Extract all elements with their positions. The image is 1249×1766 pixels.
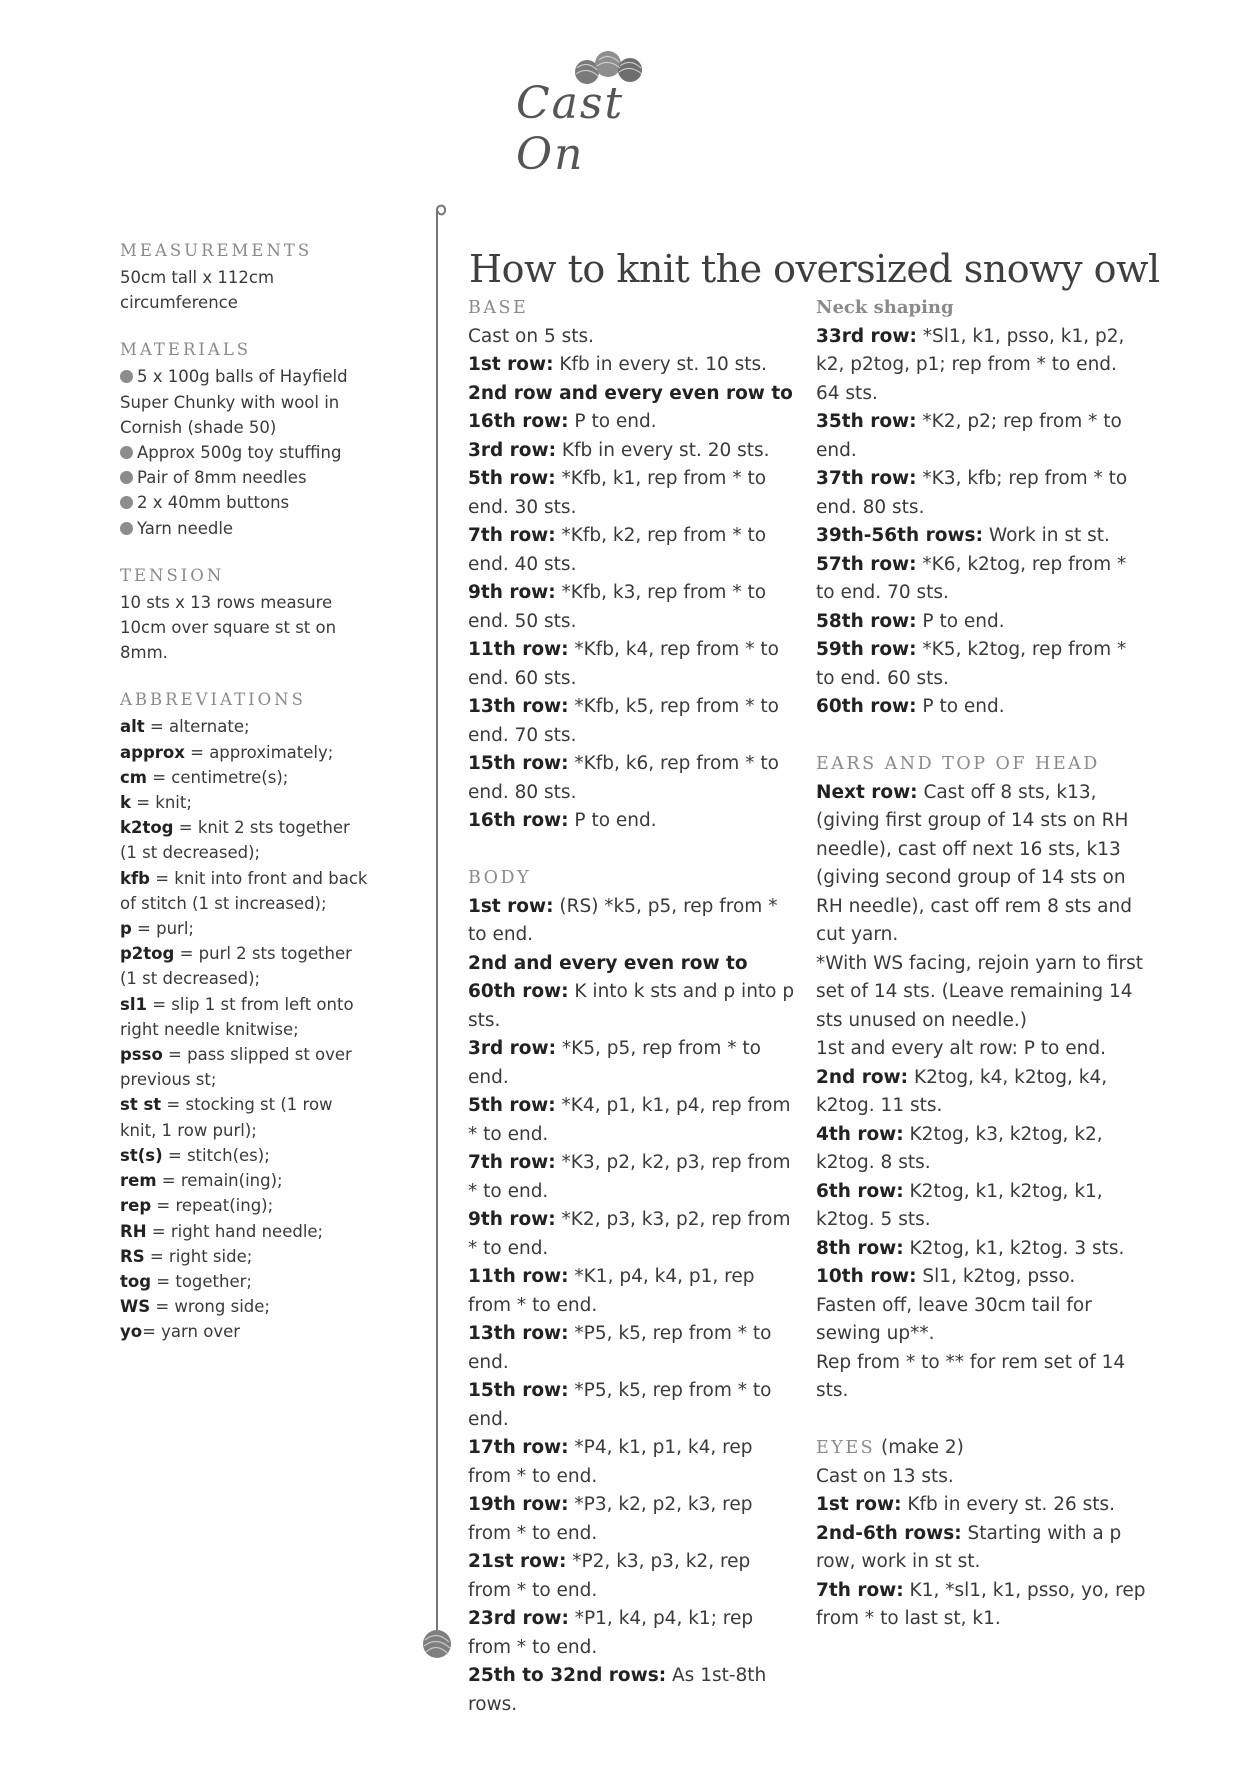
list-item: k2tog = knit 2 sts together (1 st decreased); [120,818,350,863]
ears-row: 2nd row: K2tog, k4, k2tog, k4, k2tog. 11 sts. [816,1066,1108,1116]
abbreviations-section [120,687,370,1344]
ears-ws-text: *With WS facing, rejoin yarn to first set of 14 sts. (Leave remaining 14 sts unused on needle.) [816,952,1144,1031]
materials-section [120,337,370,540]
base-row: 9th row: *Kfb, k3, rep from * to end. 50 sts. [468,582,767,632]
eyes-heading: EYES [816,1438,876,1458]
list-item: 2 x 40mm buttons [120,490,370,515]
list-item: k = knit; [120,793,192,813]
body-row: 9th row: *K2, p3, k3, p2, rep from * to end. [468,1209,791,1259]
base-row: 16th row: P to end. [468,810,657,831]
list-item: st(s) = stitch(es); [120,1145,270,1165]
materials-heading: MATERIALS [120,340,252,360]
eyes-row: 1st row: Kfb in every st. 26 sts. [816,1494,1116,1515]
list-item: rem = remain(ing); [120,1171,283,1191]
vertical-divider [436,212,438,1644]
list-item: RH = right hand needle; [120,1221,324,1241]
neck-row: 39th-56th rows: Work in st st. [816,525,1110,546]
list-item: kfb = knit into front and back of stitch (1 st increased); [120,868,368,913]
eyes-row: 7th row: K1, *sl1, k1, psso, yo, rep from * to last st, k1. [816,1579,1146,1629]
eyes-cast-on: Cast on 13 sts. [816,1465,954,1487]
logo-text: Cast On [516,78,625,180]
list-item: 5 x 100g balls of Hayfield Super Chunky with wool in Cornish (shade 50) [120,367,348,437]
list-item: WS = wrong side; [120,1297,270,1317]
abbreviations-list [120,714,370,1344]
ears-rep-text: Rep from * to ** for rem set of 14 sts. [816,1351,1126,1401]
tension-text: 10 sts x 13 rows measure 10cm over square st st on 8mm. [120,592,337,663]
list-item: Pair of 8mm needles [120,465,370,490]
base-row: 5th row: *Kfb, k1, rep from * to end. 30 sts. [468,468,767,518]
body-heading: BODY [468,868,532,888]
needle-loop-icon [428,202,448,224]
ears-row: 10th row: Sl1, k2tog, psso. [816,1266,1076,1287]
neck-row: 58th row: P to end. [816,610,1005,632]
list-item: p2tog = purl 2 sts together (1 st decreased); [120,944,352,989]
list-item: rep = repeat(ing); [120,1196,274,1216]
list-item: RS = right side; [120,1246,253,1266]
body-row: 7th row: *K3, p2, k2, p3, rep from * to end. [468,1152,791,1202]
body-row: 3rd row: *K5, p5, rep from * to end. [468,1038,761,1088]
list-item: alt = alternate; [120,717,250,737]
measurements-text: 50cm tall x 112cm circumference [120,268,275,313]
list-item: psso = pass slipped st over previous st; [120,1045,352,1090]
base-heading: BASE [468,298,529,318]
body-row: 25th to 32nd rows: As 1st-8th rows. [468,1665,767,1715]
list-item: tog = together; [120,1271,252,1291]
neck-row: 37th row: *K3, kfb; rep from * to end. 80 sts. [816,468,1128,518]
bullet-icon [120,370,133,383]
page-title: How to knit the oversized snowy owl [469,247,1160,292]
neck-row: 59th row: *K5, k2tog, rep from * to end. 60 sts. [816,639,1127,689]
body-row: 2nd and every even row to 60th row: K into k sts and p into p sts. [468,952,795,1031]
ears-alt-text: 1st and every alt row: P to end. [816,1038,1106,1059]
base-row: 15th row: *Kfb, k6, rep from * to end. 80 sts. [468,753,779,803]
measurements-heading: MEASUREMENTS [120,241,313,260]
neck-row: 33rd row: *Sl1, k1, psso, k1, p2, k2, p2tog, p1; rep from * to end. 64 sts. [816,325,1125,404]
cast-on-logo [508,48,708,180]
bullet-icon [120,522,133,535]
column-right [816,294,1146,1634]
ears-row: 6th row: K2tog, k1, k2tog, k1, k2tog. 5 sts. [816,1180,1103,1230]
list-item: approx = approximately; [120,742,334,762]
list-item: cm = centimetre(s); [120,767,289,787]
list-item: Yarn needle [120,516,370,541]
column-left [468,294,798,1719]
abbreviations-heading: ABBREVIATIONS [120,690,306,710]
list-item: Approx 500g toy stuffing [120,440,370,465]
materials-list [120,364,370,540]
ears-row: 4th row: K2tog, k3, k2tog, k2, k2tog. 8 sts. [816,1123,1103,1173]
ears-heading: EARS AND TOP OF HEAD [816,754,1100,774]
bullet-icon [120,471,133,484]
sidebar [120,238,370,1367]
body-row: 13th row: *P5, k5, rep from * to end. [468,1323,772,1373]
ears-fasten-text: Fasten off, leave 30cm tail for sewing up**. [816,1294,1092,1344]
eyes-heading-note: (make 2) [875,1437,964,1458]
base-row: 7th row: *Kfb, k2, rep from * to end. 40 sts. [468,525,767,575]
body-row: 17th row: *P4, k1, p1, k4, rep from * to end. [468,1437,753,1487]
yarn-ball-icon [421,1628,453,1660]
base-row: 1st row: Kfb in every st. 10 sts. [468,354,768,375]
base-row: 13th row: *Kfb, k5, rep from * to end. 70 sts. [468,696,779,746]
body-row: 15th row: *P5, k5, rep from * to end. [468,1380,772,1430]
neck-row: 60th row: P to end. [816,696,1005,717]
measurements-section [120,238,370,315]
body-row: 23rd row: *P1, k4, p4, k1; rep from * to end. [468,1608,754,1658]
neck-row: 57th row: *K6, k2tog, rep from * to end. 70 sts. [816,553,1127,603]
body-row: 19th row: *P3, k2, p2, k3, rep from * to end. [468,1494,753,1544]
base-row: 3rd row: Kfb in every st. 20 sts. [468,439,770,461]
body-row: 1st row: (RS) *k5, p5, rep from * to end. [468,895,778,945]
body-row: 11th row: *K1, p4, k4, p1, rep from * to end. [468,1266,755,1316]
tension-section [120,563,370,666]
base-cast-on: Cast on 5 sts. [468,325,595,347]
list-item: st st = stocking st (1 row knit, 1 row purl); [120,1095,333,1140]
list-item: sl1 = slip 1 st from left onto right needle knitwise; [120,994,354,1039]
body-row: 5th row: *K4, p1, k1, p4, rep from * to end. [468,1095,791,1145]
list-item: yo= yarn over [120,1322,241,1342]
neck-row: 35th row: *K2, p2; rep from * to end. [816,411,1122,461]
tension-heading: TENSION [120,565,225,585]
ears-next-row: Next row: Cast off 8 sts, k13, (giving first group of 14 sts on RH needle), cast off next 16 sts, k13 (giving second group of 14 sts on RH needle), cast off rem 8 sts and cut yarn. [816,781,1132,945]
list-item: p = purl; [120,919,194,939]
bullet-icon [120,496,133,509]
eyes-row: 2nd-6th rows: Starting with a p row, work in st st. [816,1522,1122,1572]
neck-heading: Neck shaping [816,297,954,318]
bullet-icon [120,446,133,459]
base-row: 2nd row and every even row to 16th row: P to end. [468,382,793,432]
base-row: 11th row: *Kfb, k4, rep from * to end. 60 sts. [468,639,779,689]
body-row: 21st row: *P2, k3, p3, k2, rep from * to end. [468,1551,751,1601]
ears-row: 8th row: K2tog, k1, k2tog. 3 sts. [816,1237,1125,1259]
eyes-heading-line [816,1434,1146,1463]
